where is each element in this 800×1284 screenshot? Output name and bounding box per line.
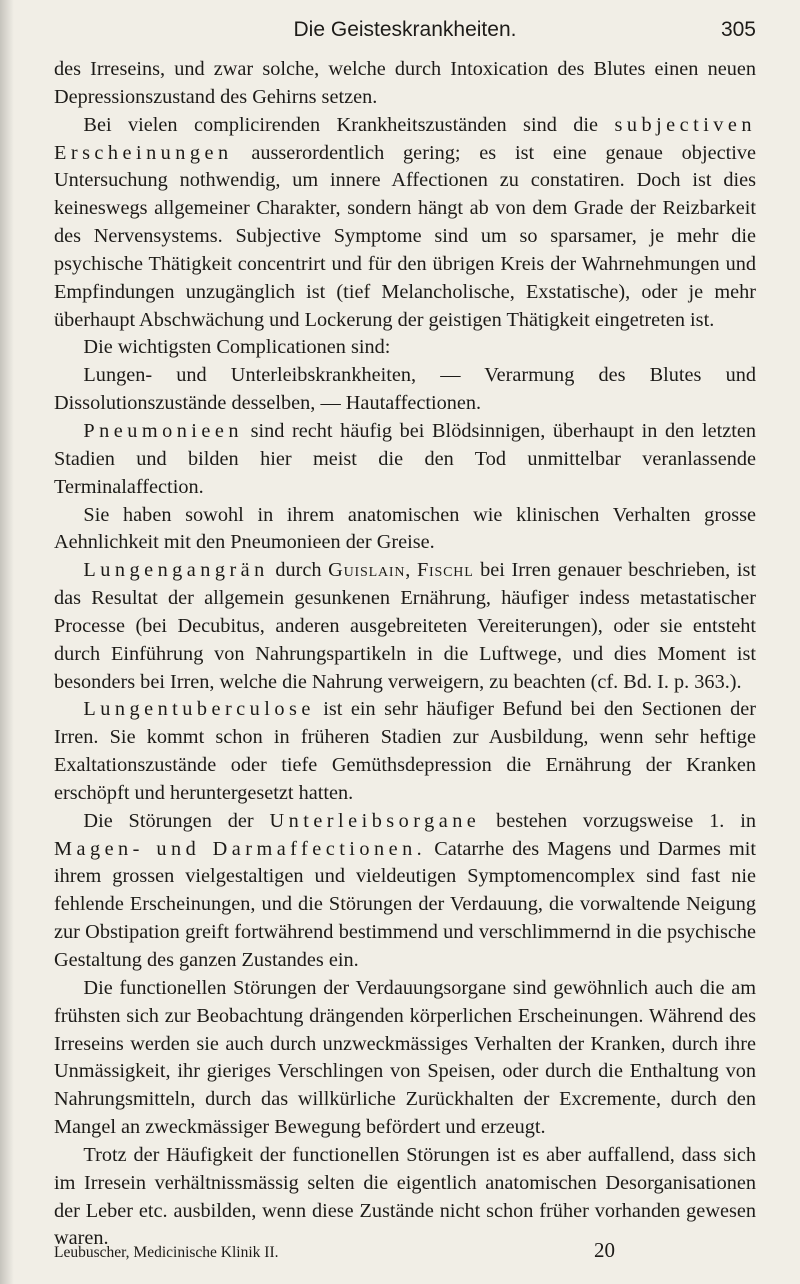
text-run: ausserordentlich gering; es ist eine genaue objective Untersuchung nothwendig, um innere Affectionen zu constatiren. Doch ist dies keineswegs allgemeiner Charakter, sondern hängt ab von dem Grade der Reizbarkeit des Nervensystems. Subjective Symptome sind um so sparsamer, je mehr die psychische Thätigkeit concentrirt und für den übrigen Kreis der Wahrnehmungen und Empfindungen unzugänglich ist (tief Melancholische, Exstatische), oder je mehr überhaupt Abschwächung und Lockerung der geistigen Thätigkeit eingetreten ist. xyxy=(54,141,756,331)
body-text xyxy=(54,56,756,1253)
emphasized-term: Lungengangrän xyxy=(83,559,269,582)
page-header xyxy=(54,18,756,48)
emphasized-term: Magen- und Darmaffectionen. xyxy=(54,837,427,860)
paragraph xyxy=(54,56,756,112)
paragraph xyxy=(54,1142,756,1253)
paragraph xyxy=(54,334,756,362)
author-name: Guislain xyxy=(328,559,406,582)
text-run: Die Störungen der xyxy=(83,809,270,832)
text-run: ist ein sehr häufiger Befund bei den Sectionen der Irren. Sie kommt schon in früheren Stadien zur Ausbildung, wenn sehr heftige Exaltationszustände oder tiefe Gemüthsdepression die Ernährung der Kranken erschöpft und heruntergesetzt hatten. xyxy=(54,698,756,804)
text-run: durch xyxy=(268,559,329,582)
text-run: Sie haben sowohl in ihrem anatomischen wie klinischen Verhalten grosse Aehnlichkeit mit den Pneumonieen der Greise. xyxy=(54,503,756,554)
text-run: des Irreseins, und zwar solche, welche durch Intoxication des Blutes einen neuen Depressionszustand des Gehirns setzen. xyxy=(54,58,756,108)
text-run: , xyxy=(405,559,417,582)
paragraph xyxy=(54,808,756,975)
text-run: bei Irren genauer beschrieben, ist das Resultat der allgemein gesunkenen Ernährung, häufiger indess metastatischer Processe (bei Decubitus, anderen ausgebreiteten Vereiterungen), oder sie entsteht durch Einführung von Nahrungspartikeln in die Luftwege, und dies Moment ist besonders bei Irren, welche die Nahrung verweigern, zu beachten (cf. Bd. I. p. 363.). xyxy=(54,559,756,693)
text-run: Die wichtigsten Complicationen sind: xyxy=(83,336,391,359)
paragraph xyxy=(54,502,756,558)
text-run: Trotz der Häufigkeit der functionellen Störungen ist es aber auffallend, dass sich im Irresein verhältnissmässig selten die eigentlich anatomischen Desorganisationen der Leber etc. ausbilden, wenn diese Zustände nicht schon früher vorhanden gewesen waren. xyxy=(54,1143,756,1250)
text-run: Die functionellen Störungen der Verdauungsorgane sind gewöhnlich auch die am frühsten sich zur Beobachtung drängenden körperlichen Erscheinungen. Während des Irreseins werden sie auch durch unzweckmässiges Verhalten der Kranken, durch ihre Unmässigkeit, ihr gieriges Verschlingen von Speisen, oder durch die Enthaltung von Nahrungsmitteln, durch das willkürliche Zurückhalten der Excremente, durch den Mangel an zweckmässiger Bewegung befördert und erzeugt. xyxy=(54,976,756,1139)
text-run: Bei vielen complicirenden Krankheitszuständen sind die xyxy=(83,113,615,136)
paragraph xyxy=(54,418,756,502)
emphasized-term: subjectiven Erscheinungen xyxy=(54,113,756,164)
emphasized-term: Lungentuberculose xyxy=(83,698,315,721)
paragraph xyxy=(54,975,756,1142)
page-footer xyxy=(54,1238,756,1268)
page-number: 305 xyxy=(720,18,756,41)
emphasized-term: Pneumonieen xyxy=(83,419,243,442)
text-run: Catarrhe des Magens und Darmes mit ihrem grossen vielgestaltigen und vieldeutigen Symptomencomplex sind fast nie fehlende Erscheinungen, und die Störungen der Verdauung, die vorwaltende Neigung zur Obstipation greift fortwährend bestimmend und verschlimmernd in die psychische Gestaltung des ganzen Zustandes ein. xyxy=(54,837,756,971)
running-title: Die Geisteskrankheiten. xyxy=(293,18,517,41)
paragraph xyxy=(54,696,756,807)
text-run: bestehen vorzugsweise 1. in xyxy=(480,809,756,832)
author-name: Fischl xyxy=(416,559,474,582)
paragraph xyxy=(54,362,756,418)
emphasized-term: Unterleibsorgane xyxy=(269,809,481,832)
paragraph xyxy=(54,557,756,696)
footer-source: Leubuscher, Medicinische Klinik II. xyxy=(54,1244,279,1261)
text-run: Lungen- und Unterleibskrankheiten, — Verarmung des Blutes und Dissolutionszustände desselben, — Hautaffectionen. xyxy=(54,364,756,415)
paragraph xyxy=(54,112,756,335)
text-run: sind recht häufig bei Blödsinnigen, überhaupt in den letzten Stadien und bilden hier meist die den Tod unmittelbar veranlassende Terminalaffection. xyxy=(54,419,756,498)
printer-signature: 20 xyxy=(594,1238,615,1262)
page-gutter-shadow xyxy=(0,0,14,1284)
